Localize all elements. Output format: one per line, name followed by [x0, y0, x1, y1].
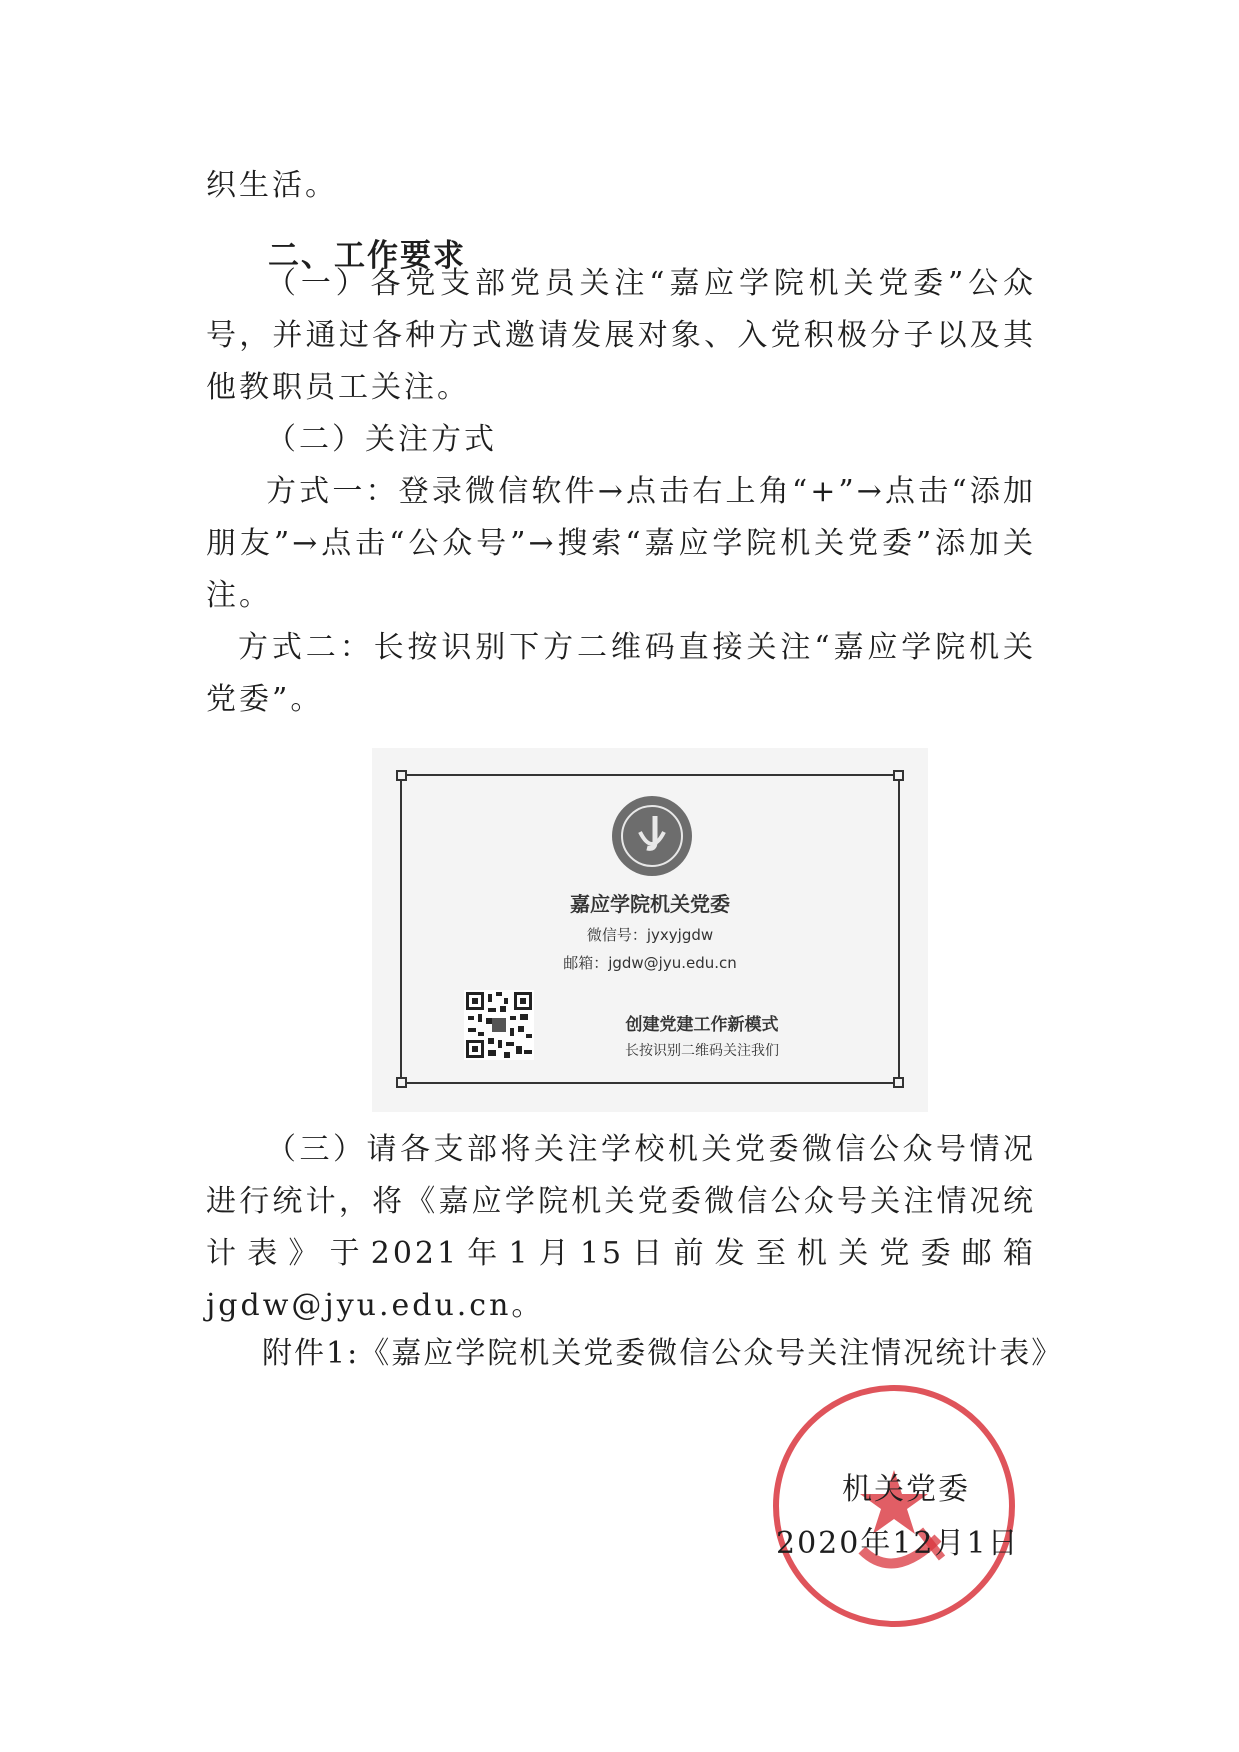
attachment-line: 附件1:《嘉应学院机关党委微信公众号关注情况统计表》: [262, 1336, 1064, 1371]
card-wechat-id: 微信号：jyxyjgdw: [586, 926, 714, 944]
paragraph-item-2-title: （二）关注方式: [266, 422, 497, 457]
qr-code-icon[interactable]: [464, 990, 534, 1060]
signature-date: 2020年12月1日: [776, 1526, 1020, 1561]
card-slogan: 创建党建工作新模式: [625, 1015, 779, 1035]
signature-org: 机关党委: [842, 1472, 970, 1507]
paragraph-method-2: 方式二：长按识别下方二维码直接关注“嘉应学院机关党委”。: [206, 630, 1036, 717]
card-subtitle: 长按识别二维码关注我们: [625, 1043, 779, 1059]
frame-corner: [396, 1077, 407, 1088]
card-title: 嘉应学院机关党委: [570, 892, 730, 916]
section-heading: 二、工作要求: [268, 238, 466, 274]
paragraph-item-3: （三）请各支部将关注学校机关党委微信公众号情况进行统计，将《嘉应学院机关党委微信公众号关注情况统计表》于2021年1月15日前发至机关党委邮箱jgdw@jyu.edu.cn。: [206, 1132, 1036, 1323]
card-email: 邮箱：jgdw@jyu.edu.cn: [563, 954, 737, 972]
frame-corner: [396, 770, 407, 781]
paragraph-method-1: 方式一：登录微信软件→点击右上角“+”→点击“添加朋友”→点击“公众号”→搜索“嘉应学院机关党委”添加关注。: [206, 474, 1036, 613]
university-logo-icon: [610, 794, 694, 878]
frame-corner: [893, 770, 904, 781]
frame-corner: [893, 1077, 904, 1088]
qr-card-image: [372, 748, 928, 1112]
paragraph-item-1: （一）各党支部党员关注“嘉应学院机关党委”公众号，并通过各种方式邀请发展对象、入党积极分子以及其他教职员工关注。: [206, 266, 1036, 405]
paragraph-continuation: 织生活。: [206, 168, 338, 203]
